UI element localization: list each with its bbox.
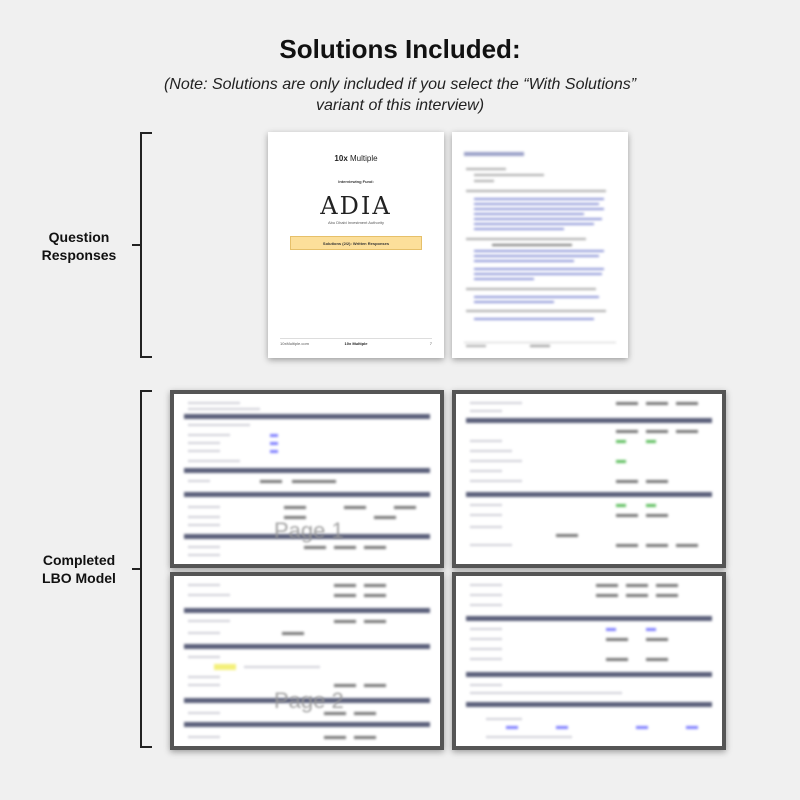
lbo-model-sheet-1b: [452, 390, 726, 568]
bracket-question-responses: [140, 132, 152, 358]
cover-brand: [268, 154, 444, 163]
bracket-completed-lbo-model: [140, 390, 152, 748]
footer-page-number: 7: [429, 341, 432, 346]
section-label-line: Completed: [42, 552, 116, 568]
page-watermark: Page 1: [274, 518, 344, 543]
lbo-model-sheet-2a: [170, 572, 444, 750]
cover-fund-label: Interviewing Fund:: [338, 179, 374, 184]
footer-website: 10xMultiple.com: [280, 341, 309, 346]
section-label-line: Responses: [41, 247, 117, 263]
section-label-line: Question: [48, 229, 110, 245]
brand-suffix: Multiple: [347, 154, 378, 163]
section-label-question-responses: [14, 228, 144, 264]
section-label-line: LBO Model: [42, 570, 116, 586]
cover-footer: [280, 338, 432, 348]
footer-brand: 10x Multiple: [344, 341, 368, 346]
bracket-tick: [132, 244, 140, 246]
bracket-tick: [132, 568, 140, 570]
blurred-sheet-content: [174, 576, 440, 746]
lbo-model-sheet-2b: [452, 572, 726, 750]
brand-prefix: 10x: [334, 154, 348, 163]
written-responses-page: [452, 132, 628, 358]
blurred-text-lines: [452, 132, 628, 358]
solutions-cover-page: [268, 132, 444, 358]
solutions-note: (Note: Solutions are only included if you select the “With Solutions” variant of this interview): [163, 76, 637, 114]
blurred-sheet-content: [456, 576, 722, 746]
blurred-sheet-content: [456, 394, 722, 564]
cover-band: Solutions (2/2): Written Responses: [290, 236, 422, 250]
lbo-model-sheet-1a: [170, 390, 444, 568]
adia-logo-subtitle: Abu Dhabi Investment Authority: [327, 220, 385, 225]
page-title: Solutions Included:: [279, 34, 521, 64]
adia-logo: ADIA: [320, 192, 392, 220]
section-label-completed-lbo-model: [14, 551, 144, 587]
page-watermark: Page 2: [274, 688, 344, 713]
